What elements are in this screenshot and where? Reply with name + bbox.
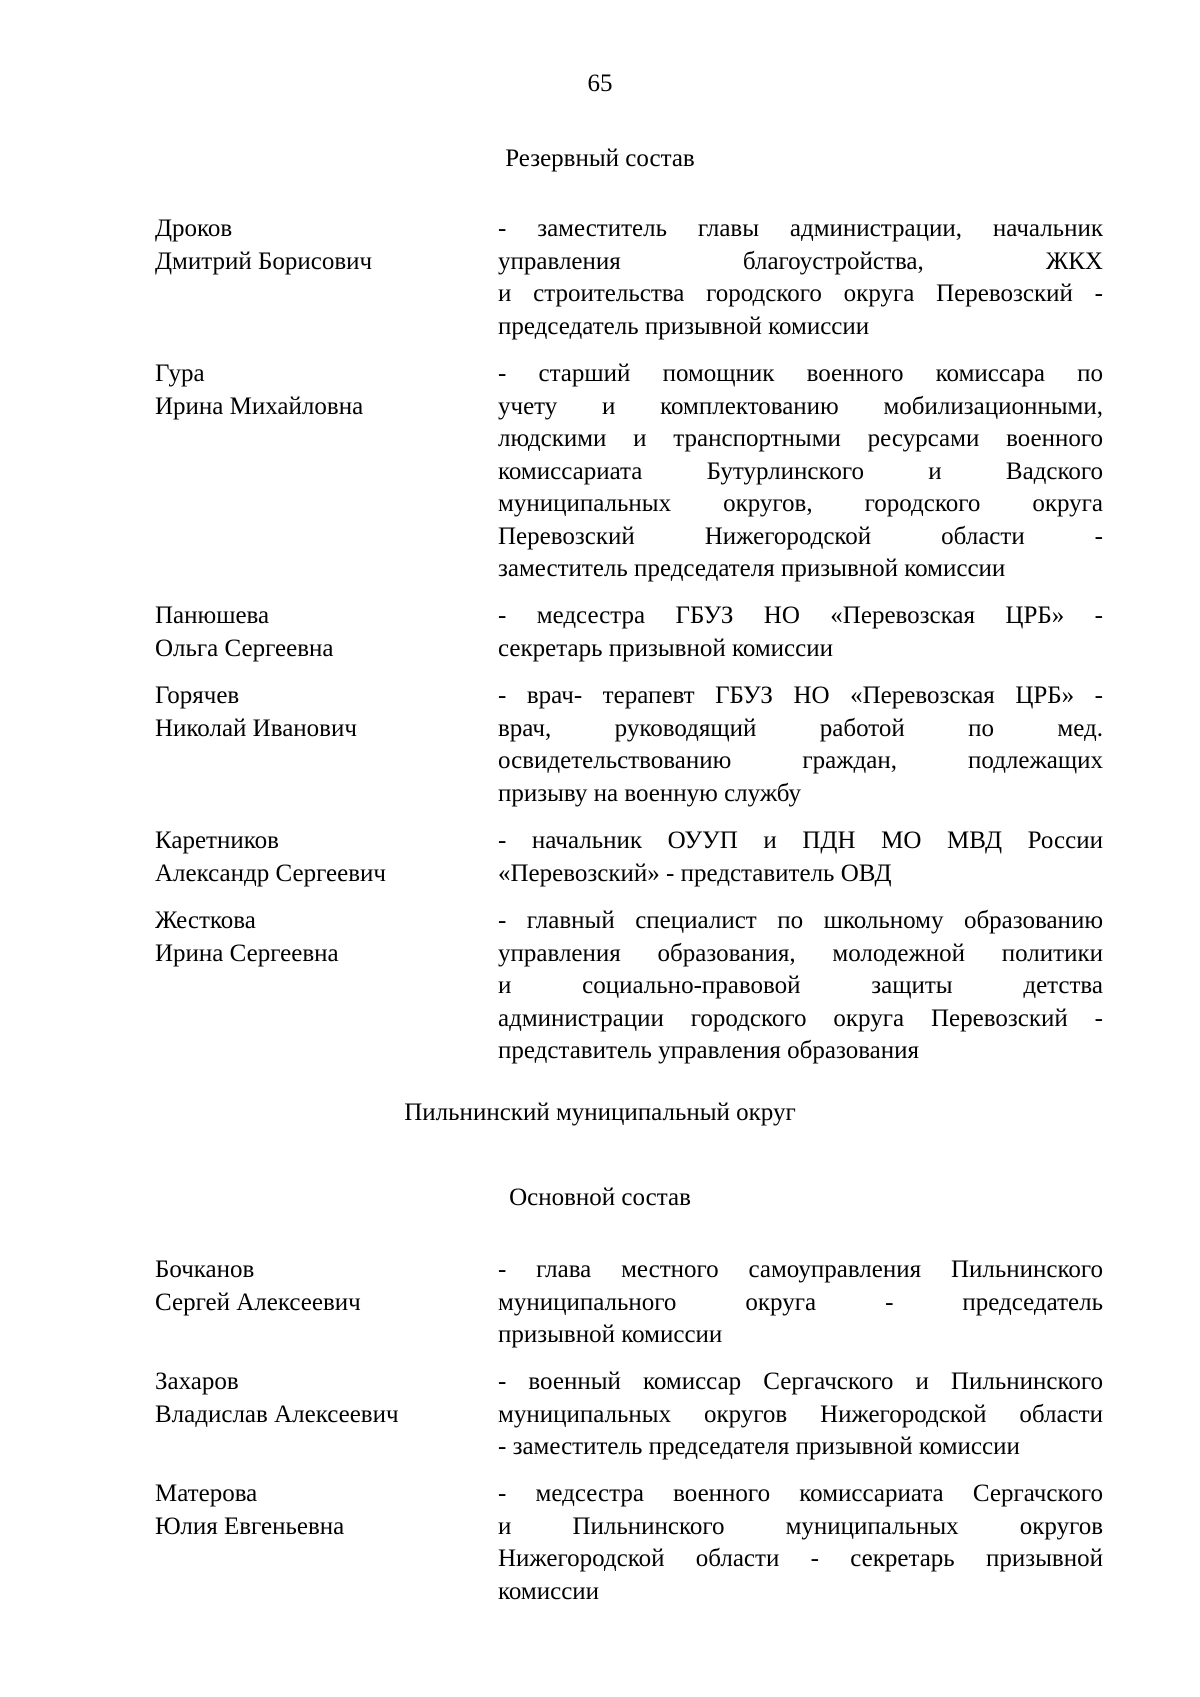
member-role	[498, 825, 1103, 890]
member-surname: Жесткова	[155, 907, 256, 934]
role-line: - заместитель главы администрации, начальник	[498, 215, 1103, 242]
role-line: комиссариата Бутурлинского и Вадского	[498, 457, 1103, 485]
role-line: освидетельствованию граждан, подлежащих	[498, 747, 1103, 774]
role-line: муниципальных округов Нижегородской области	[498, 1400, 1103, 1428]
member-given-name: Ирина Михайловна	[155, 392, 364, 420]
role-line: - медсестра военного комиссариата Сергачского	[498, 1480, 1103, 1507]
role-line: комиссии	[498, 1577, 600, 1605]
role-line: - старший помощник военного комиссара по	[498, 360, 1103, 387]
member-surname: Дроков	[155, 215, 233, 242]
role-line: - врач- терапевт ГБУЗ НО «Перевозская ЦРБ» -	[498, 682, 1103, 709]
role-line: представитель управления образования	[498, 1037, 920, 1064]
member-name	[155, 358, 475, 423]
role-line: управления благоустройства, ЖКХ	[498, 247, 1103, 275]
reserve-heading: Резервный состав	[505, 145, 695, 172]
page-number: 65	[587, 70, 613, 97]
member-name	[155, 600, 475, 665]
role-line: призыву на военную службу	[498, 779, 802, 807]
role-line: и строительства городского округа Перевозский -	[498, 280, 1103, 307]
member-surname: Бочканов	[155, 1256, 255, 1283]
member-role	[498, 1254, 1103, 1352]
main-heading: Основной состав	[509, 1184, 691, 1211]
member-role	[498, 213, 1103, 343]
member-surname: Гура	[155, 360, 205, 387]
member-given-name: Ольга Сергеевна	[155, 634, 334, 662]
member-given-name: Ирина Сергеевна	[155, 939, 339, 967]
district-heading: Пильнинский муниципальный округ	[404, 1099, 796, 1126]
member-surname: Каретников	[155, 827, 279, 854]
member-role	[498, 1366, 1103, 1464]
role-line: администрации городского округа Перевозский -	[498, 1004, 1103, 1032]
member-name	[155, 680, 475, 745]
role-line: управления образования, молодежной политики	[498, 939, 1103, 967]
role-line: муниципального округа - председатель	[498, 1288, 1103, 1316]
member-name	[155, 1478, 475, 1543]
member-given-name: Александр Сергеевич	[155, 859, 386, 887]
role-line: - заместитель председателя призывной комиссии	[498, 1433, 1020, 1460]
member-given-name: Николай Иванович	[155, 714, 357, 742]
member-role	[498, 358, 1103, 586]
member-surname: Захаров	[155, 1368, 239, 1395]
member-surname: Горячев	[155, 682, 240, 709]
member-surname: Матерова	[155, 1480, 258, 1507]
member-role	[498, 1478, 1103, 1608]
role-line: Нижегородской области - секретарь призывной	[498, 1545, 1103, 1572]
member-name	[155, 825, 475, 890]
role-line: и социально-правовой защиты детства	[498, 972, 1103, 999]
role-line: - глава местного самоуправления Пильнинского	[498, 1256, 1103, 1283]
role-line: призывной комиссии	[498, 1321, 723, 1348]
role-line: - медсестра ГБУЗ НО «Перевозская ЦРБ» -	[498, 602, 1103, 629]
member-role	[498, 905, 1103, 1068]
member-surname: Панюшева	[155, 602, 270, 629]
role-line: председатель призывной комиссии	[498, 312, 870, 340]
member-role	[498, 680, 1103, 810]
member-name	[155, 213, 475, 278]
role-line: людскими и транспортными ресурсами военного	[498, 425, 1103, 452]
member-given-name: Юлия Евгеньевна	[155, 1512, 345, 1540]
role-line: Перевозский Нижегородской области -	[498, 522, 1103, 550]
role-line: - главный специалист по школьному образованию	[498, 907, 1103, 934]
role-line: муниципальных округов, городского округа	[498, 490, 1103, 517]
member-given-name: Владислав Алексеевич	[155, 1400, 399, 1428]
member-role	[498, 600, 1103, 665]
role-line: и Пильнинского муниципальных округов	[498, 1512, 1103, 1540]
role-line: секретарь призывной комиссии	[498, 634, 834, 662]
role-line: учету и комплектованию мобилизационными,	[498, 392, 1103, 420]
role-line: - начальник ОУУП и ПДН МО МВД России	[498, 827, 1103, 854]
role-line: врач, руководящий работой по мед.	[498, 714, 1103, 742]
member-name	[155, 905, 475, 970]
role-line: «Перевозский» - представитель ОВД	[498, 859, 892, 887]
member-name	[155, 1254, 475, 1319]
member-given-name: Сергей Алексеевич	[155, 1288, 361, 1316]
role-line: заместитель председателя призывной комиссии	[498, 555, 1006, 582]
member-name	[155, 1366, 475, 1431]
role-line: - военный комиссар Сергачского и Пильнинского	[498, 1368, 1103, 1395]
member-given-name: Дмитрий Борисович	[155, 247, 373, 275]
